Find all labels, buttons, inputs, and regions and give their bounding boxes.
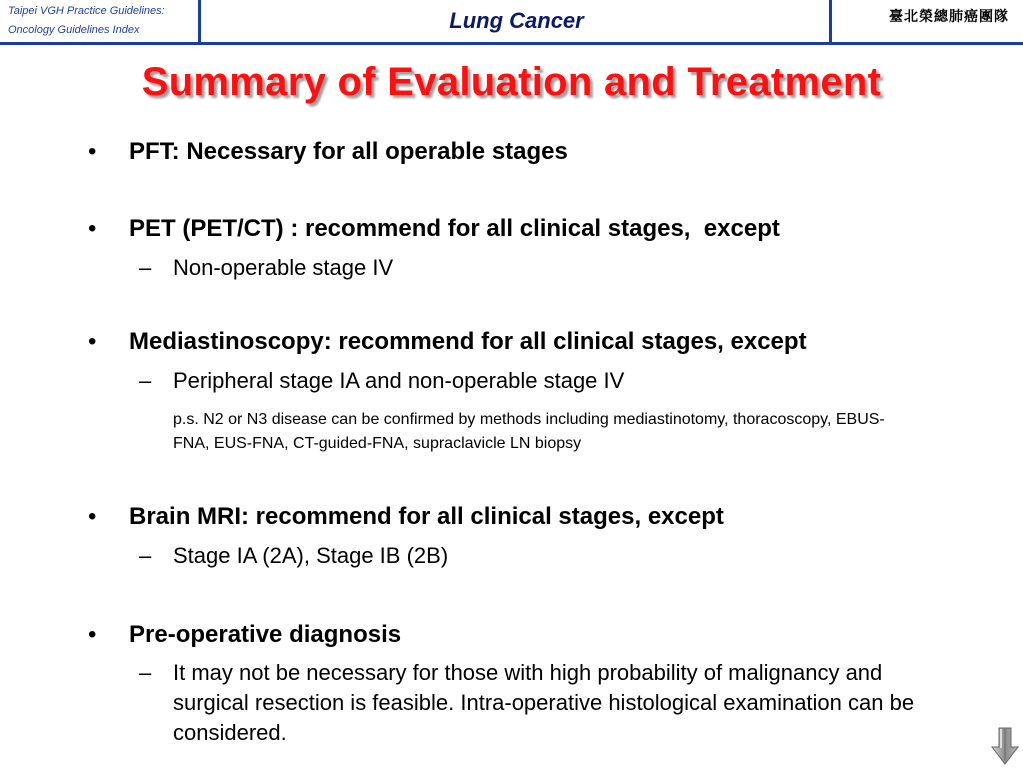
bullet-marker: • bbox=[88, 138, 97, 165]
bullet-marker: • bbox=[88, 621, 97, 648]
down-arrow-icon[interactable] bbox=[990, 727, 1020, 765]
sub-text: Non-operable stage IV bbox=[173, 255, 394, 280]
sub-text: Peripheral stage IA and non-operable stage IV bbox=[173, 368, 625, 393]
header-left-line2: Oncology Guidelines Index bbox=[8, 24, 140, 36]
sub-text: It may not be necessary for those with high probability of malignancy and surgical resection is feasible. Intra-operative histological examination can be considered. bbox=[173, 660, 915, 745]
slide-title: Summary of Evaluation and Treatment bbox=[141, 60, 882, 104]
bullet-marker: • bbox=[88, 215, 97, 242]
sub-text: Stage IA (2A), Stage IB (2B) bbox=[173, 543, 449, 568]
header-left-line1: Taipei VGH Practice Guidelines: bbox=[8, 5, 165, 17]
header-topic-title: Lung Cancer bbox=[449, 8, 584, 33]
bullet-marker: • bbox=[88, 328, 97, 355]
bullet-text: Pre-operative diagnosis bbox=[129, 621, 402, 648]
sub-marker: – bbox=[139, 368, 152, 393]
sub-marker: – bbox=[139, 660, 152, 685]
bullet-marker: • bbox=[88, 503, 97, 530]
header-team-name: 臺北榮總肺癌團隊 bbox=[889, 9, 1009, 25]
sub-marker: – bbox=[139, 255, 152, 280]
bullet-text: Brain MRI: recommend for all clinical stages, except bbox=[129, 503, 724, 530]
note-ps: p.s. N2 or N3 disease can be confirmed by methods including mediastinotomy, thoracoscopy, EBUS-FNA, EUS-FNA, CT-guided-FNA, supraclavicle LN biopsy bbox=[173, 411, 885, 452]
bullet-text: PFT: Necessary for all operable stages bbox=[129, 138, 568, 165]
bullet-text: PET (PET/CT) : recommend for all clinical stages, except bbox=[129, 215, 780, 242]
sub-marker: – bbox=[139, 543, 152, 568]
bullet-text: Mediastinoscopy: recommend for all clinical stages, except bbox=[129, 328, 807, 355]
